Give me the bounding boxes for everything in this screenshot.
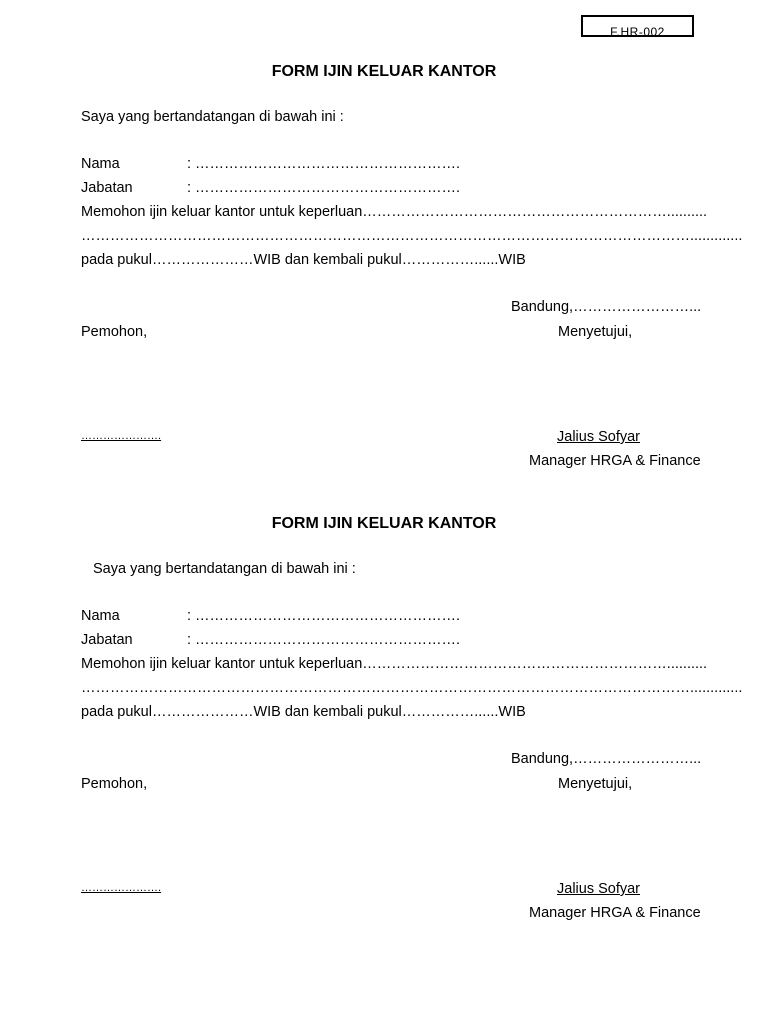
intro-text: Saya yang bertandatangan di bawah ini : <box>93 561 356 577</box>
place-date: Bandung,……………………... <box>511 299 702 315</box>
menyetujui-label: Menyetujui, <box>558 776 633 792</box>
form-title: FORM IJIN KELUAR KANTOR <box>271 515 497 532</box>
pemohon-label: Pemohon, <box>81 324 148 340</box>
jabatan-field[interactable]: : ………………………………………………. <box>187 180 461 196</box>
nama-label: Nama <box>81 156 120 172</box>
menyetujui-label: Menyetujui, <box>558 324 633 340</box>
waktu-field[interactable]: pada pukul…………………WIB dan kembali pukul……………......WIB <box>81 704 526 720</box>
nama-field[interactable]: : ………………………………………………. <box>187 156 461 172</box>
pemohon-signature-line: …………………. <box>81 430 162 442</box>
jabatan-label: Jabatan <box>81 180 133 196</box>
keperluan-continuation[interactable]: ………………………………………………………………………………………………………………............. <box>81 680 743 696</box>
keperluan-continuation[interactable]: ………………………………………………………………………………………………………………............. <box>81 228 743 244</box>
jabatan-label: Jabatan <box>81 632 133 648</box>
pemohon-label: Pemohon, <box>81 776 148 792</box>
approver-name: Jalius Sofyar <box>557 429 641 445</box>
keperluan-field[interactable]: Memohon ijin keluar kantor untuk keperluan……………………………………………………….......... <box>81 204 708 220</box>
waktu-field[interactable]: pada pukul…………………WIB dan kembali pukul……………......WIB <box>81 252 526 268</box>
document-code-box <box>581 15 694 37</box>
approver-name: Jalius Sofyar <box>557 881 641 897</box>
nama-field[interactable]: : ………………………………………………. <box>187 608 461 624</box>
nama-label: Nama <box>81 608 120 624</box>
intro-text: Saya yang bertandatangan di bawah ini : <box>81 109 344 125</box>
keperluan-field[interactable]: Memohon ijin keluar kantor untuk keperluan……………………………………………………….......... <box>81 656 708 672</box>
approver-title: Manager HRGA & Finance <box>529 905 701 921</box>
pemohon-signature-line: …………………. <box>81 882 162 894</box>
approver-title: Manager HRGA & Finance <box>529 453 701 469</box>
form-title: FORM IJIN KELUAR KANTOR <box>271 63 497 80</box>
place-date: Bandung,……………………... <box>511 751 702 767</box>
document-code: F.HR-002 <box>610 25 665 37</box>
jabatan-field[interactable]: : ………………………………………………. <box>187 632 461 648</box>
